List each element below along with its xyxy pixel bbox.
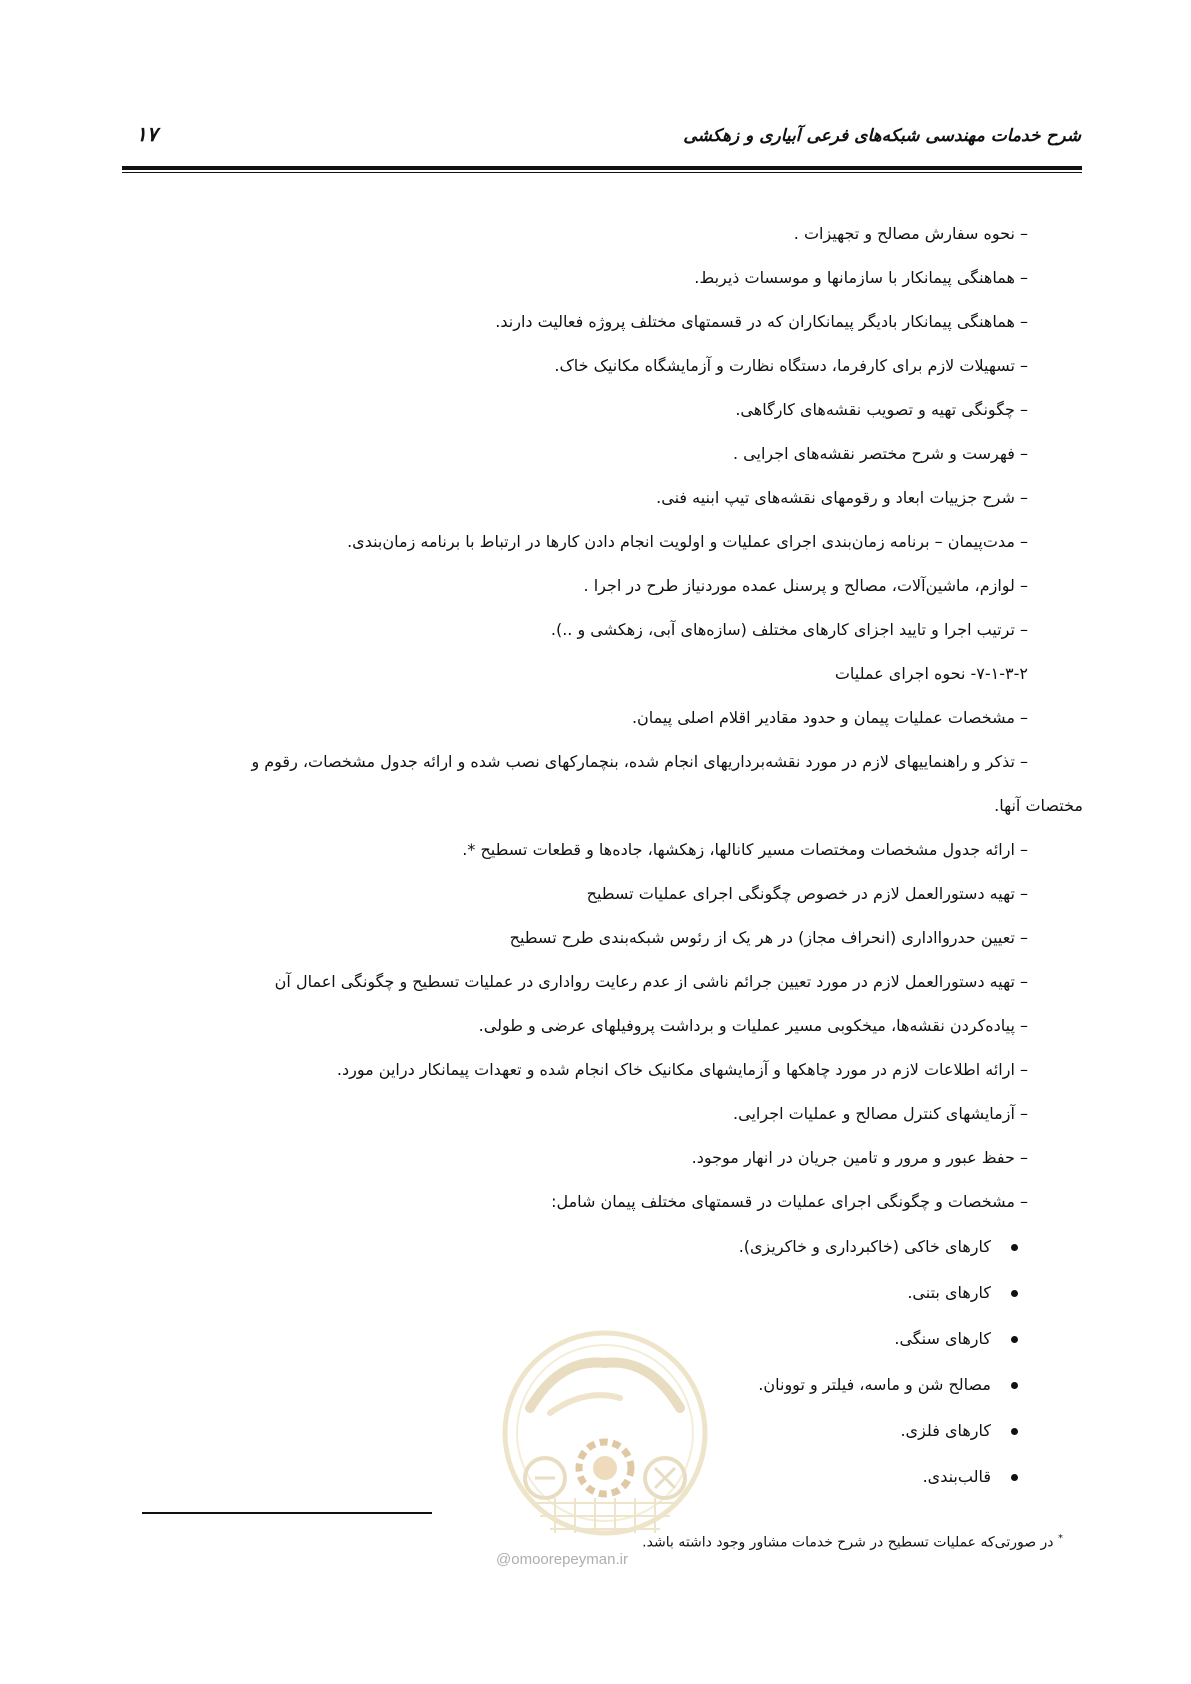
bullet-icon xyxy=(1011,1336,1018,1343)
bullet-icon xyxy=(1011,1428,1018,1435)
bullet-text: قالب‌بندی. xyxy=(922,1467,991,1486)
bullet-item xyxy=(148,1270,1018,1316)
list-item: – مدت‌پیمان – برنامه زمان‌بندی اجرای عملیات و اولویت انجام دادن کارها در ارتباط با برنامه زمان‌بندی. xyxy=(347,532,1028,551)
footnote-marker: * xyxy=(1058,1533,1063,1544)
list-item: – تهیه دستورالعمل لازم در مورد تعیین جرائم ناشی از عدم رعایت رواداری در عملیات تسطیح و چگونگی اعمال آن xyxy=(274,972,1028,991)
section-heading: ۷-۱-۳-۲- نحوه اجرای عملیات xyxy=(834,664,1028,683)
list-item-continuation: مختصات آنها. xyxy=(994,796,1083,815)
list-item: – چگونگی تهیه و تصویب نقشه‌های کارگاهی. xyxy=(735,400,1028,419)
running-header-title: شرح خدمات مهندسی شبکه‌های فرعی آبیاری و زهکشی xyxy=(683,126,1081,146)
list-item: – مشخصات و چگونگی اجرای عملیات در قسمتهای مختلف پیمان شامل: xyxy=(551,1192,1028,1211)
bullet-icon xyxy=(1011,1382,1018,1389)
list-item: – ارائه اطلاعات لازم در مورد چاهکها و آزمایشهای مکانیک خاک انجام شده و تعهدات پیمانکار دراین مورد. xyxy=(336,1060,1028,1079)
header-rule xyxy=(122,166,1082,170)
list-item: – پیاده‌کردن نقشه‌ها، میخکوبی مسیر عملیات و برداشت پروفیلهای عرضی و طولی. xyxy=(478,1016,1028,1035)
list-item: – مشخصات عملیات پیمان و حدود مقادیر اقلام اصلی پیمان. xyxy=(631,708,1028,727)
list-item: – لوازم، ماشین‌آلات، مصالح و پرسنل عمده موردنیاز طرح در اجرا . xyxy=(583,576,1028,595)
list-item: – ارائه جدول مشخصات ومختصات مسیر کانالها، زهکشها، جاده‌ها و قطعات تسطیح *. xyxy=(462,840,1028,859)
bullet-text: مصالح شن و ماسه، فیلتر و توونان. xyxy=(758,1375,991,1394)
list-item: – ترتیب اجرا و تایید اجزای کارهای مختلف (سازه‌های آبی، زهکشی و ..). xyxy=(550,620,1028,639)
page-number: ۱۷ xyxy=(136,122,158,146)
header-rule-thin xyxy=(122,172,1082,173)
bullet-text: کارهای فلزی. xyxy=(900,1421,991,1440)
footnote-text: در صورتی‌که عملیات تسطیح در شرح خدمات مشاور وجود داشته باشد. xyxy=(642,1534,1054,1551)
list-item: – هماهنگی پیمانکار با سازمانها و موسسات ذیربط. xyxy=(694,268,1028,287)
list-item: – تذکر و راهنماییهای لازم در مورد نقشه‌برداریهای انجام شده، بنچمارکهای نصب شده و ارائه جدول مشخصات، رقوم و xyxy=(251,752,1028,771)
bullet-text: کارهای سنگی. xyxy=(894,1329,991,1348)
watermark-logo-icon xyxy=(490,1318,720,1568)
footnote xyxy=(642,1533,1063,1551)
list-item: – فهرست و شرح مختصر نقشه‌های اجرایی . xyxy=(732,444,1028,463)
list-item: – تعیین حدروااداری (انحراف مجاز) در هر یک از رئوس شبکه‌بندی طرح تسطیح xyxy=(509,928,1028,947)
list-item: – هماهنگی پیمانکار بادیگر پیمانکاران که در قسمتهای مختلف پروژه فعالیت دارند. xyxy=(495,312,1028,331)
bullet-item xyxy=(148,1224,1018,1270)
body-text xyxy=(148,212,1083,1500)
list-item: – حفظ عبور و مرور و تامین جریان در انهار موجود. xyxy=(691,1148,1028,1167)
list-item: – آزمایشهای کنترل مصالح و عملیات اجرایی. xyxy=(733,1104,1028,1123)
bullet-text: کارهای بتنی. xyxy=(907,1283,991,1302)
bullet-text: کارهای خاکی (خاکبرداری و خاکریزی). xyxy=(738,1237,991,1256)
footnote-rule xyxy=(142,1512,432,1514)
list-item: – نحوه سفارش مصالح و تجهیزات . xyxy=(793,224,1028,243)
bullet-icon xyxy=(1011,1244,1018,1251)
list-item: – تسهیلات لازم برای کارفرما، دستگاه نظارت و آزمایشگاه مکانیک خاک. xyxy=(554,356,1028,375)
list-item: – تهیه دستورالعمل لازم در خصوص چگونگی اجرای عملیات تسطیح xyxy=(586,884,1028,903)
watermark-url: @omoorepeyman.ir xyxy=(496,1551,628,1568)
list-item: – شرح جزییات ابعاد و رقومهای نقشه‌های تیپ ابنیه فنی. xyxy=(656,488,1028,507)
bullet-icon xyxy=(1011,1474,1018,1481)
bullet-icon xyxy=(1011,1290,1018,1297)
